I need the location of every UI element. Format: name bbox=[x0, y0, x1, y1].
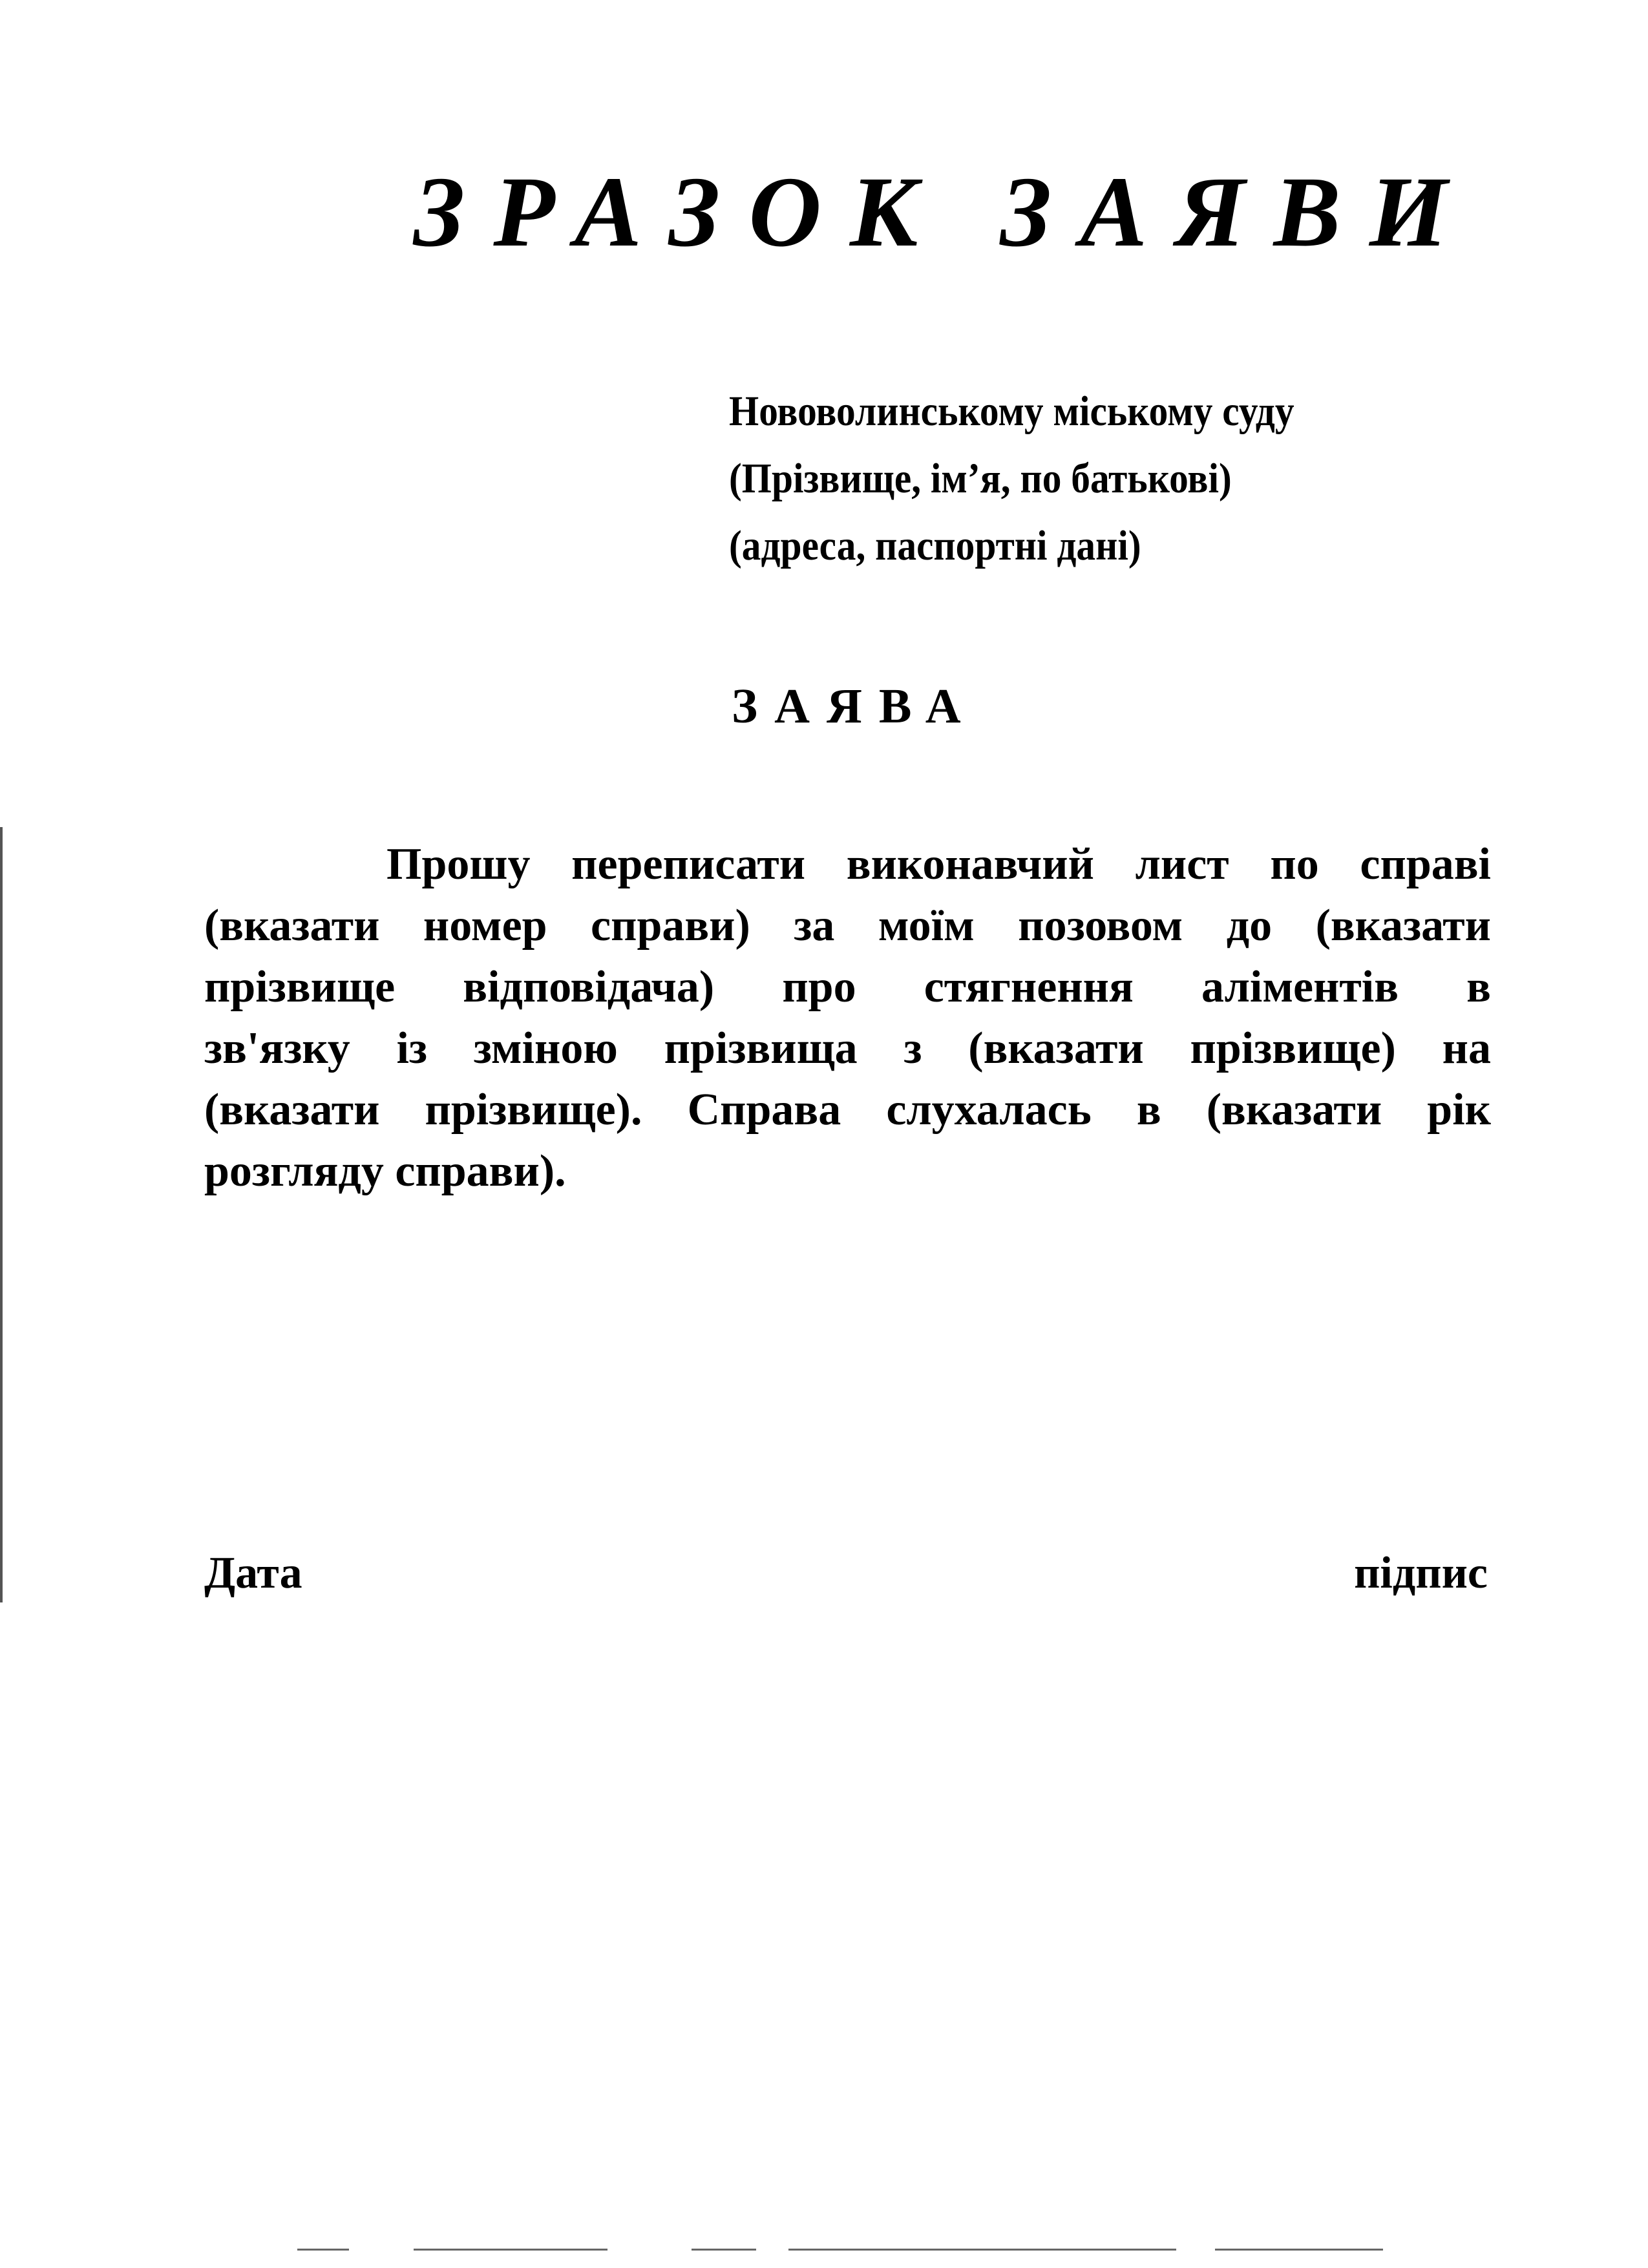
body-line: (вказати прізвище). Справа слухалась в (вказати рік bbox=[204, 1085, 1491, 1135]
body-line: прізвище відповідача) про стягнення аліментів в bbox=[204, 962, 1491, 1012]
scan-edge-artifact bbox=[0, 827, 3, 1602]
addressee-address-placeholder: (адреса, паспортні дані) bbox=[729, 522, 1141, 569]
body-line: зв'язку із зміною прізвища з (вказати прізвище) на bbox=[204, 1024, 1491, 1073]
scan-artifact-line bbox=[692, 2249, 756, 2251]
scan-artifact-line bbox=[414, 2249, 607, 2251]
statement-body bbox=[204, 834, 1491, 1202]
addressee-block bbox=[729, 378, 1357, 580]
addressee-court: Нововолинському міському суду bbox=[729, 388, 1294, 435]
scan-artifact-line bbox=[297, 2249, 349, 2251]
addressee-name-placeholder: (Прізвище, ім’я, по батькові) bbox=[729, 455, 1232, 502]
scan-artifact-line bbox=[788, 2249, 1176, 2251]
statement-heading: ЗАЯВА bbox=[732, 679, 978, 733]
body-line: розгляду справи). bbox=[204, 1146, 566, 1196]
signature-label: підпис bbox=[1354, 1548, 1488, 1598]
date-label: Дата bbox=[204, 1548, 302, 1598]
body-line: Прошу переписати виконавчий лист по справі bbox=[386, 839, 1491, 889]
scan-artifact-line bbox=[1215, 2249, 1383, 2251]
body-line: (вказати номер справи) за моїм позовом до (вказати bbox=[204, 901, 1491, 950]
document-title: ЗРАЗОК ЗАЯВИ bbox=[414, 156, 1477, 268]
